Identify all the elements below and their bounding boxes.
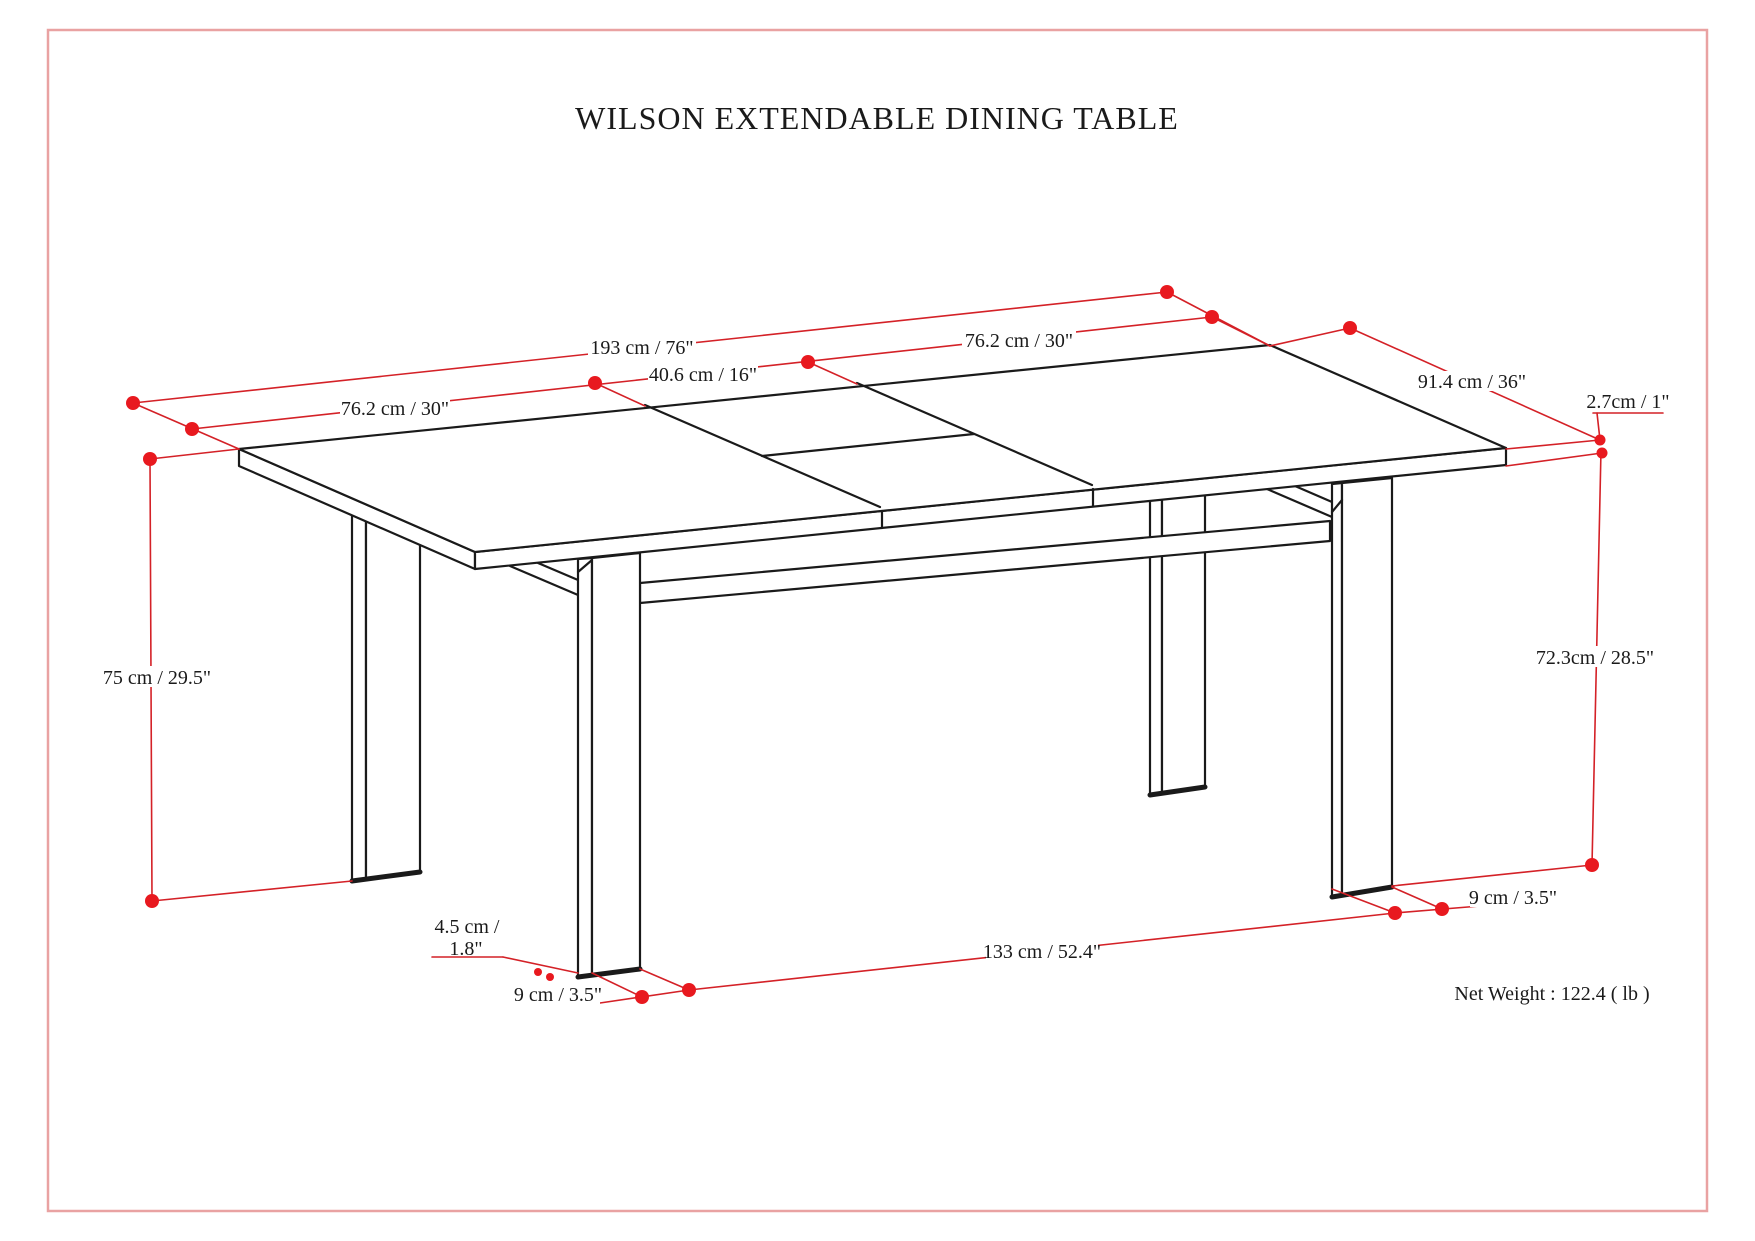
reference-dot: [1388, 906, 1402, 920]
apron-left-side: [510, 563, 578, 595]
reference-dot: [1205, 310, 1219, 324]
dim-label-foot-detail-line1: 4.5 cm /: [434, 916, 500, 938]
leader: [808, 362, 857, 384]
net-weight-label: Net Weight : 122.4 ( lb ): [1454, 983, 1650, 1005]
dim-label-height-underside: 72.3cm / 28.5": [1535, 647, 1655, 669]
dim-label-foot-detail-line2: 1.8": [449, 938, 483, 960]
leader: [1506, 453, 1602, 466]
reference-dot: [145, 894, 159, 908]
reference-dot: [1160, 285, 1174, 299]
reference-dot: [1343, 321, 1357, 335]
reference-dot: [185, 422, 199, 436]
dim-label-depth: 91.4 cm / 36": [1417, 371, 1527, 393]
dim-label-leg-span: 133 cm / 52.4": [982, 941, 1102, 963]
dim-label-length-total: 193 cm / 76": [590, 337, 694, 359]
leader: [1212, 317, 1270, 346]
reference-dot: [635, 990, 649, 1004]
apron-right-side: [1267, 486, 1332, 517]
dim-label-leg-right: 9 cm / 3.5": [1468, 887, 1558, 909]
leader: [1270, 328, 1350, 346]
dim-label-section-left: 76.2 cm / 30": [340, 398, 450, 420]
dim-label-height-total: 75 cm / 29.5": [102, 667, 212, 689]
dim-label-leg-left: 9 cm / 3.5": [513, 984, 603, 1006]
leader: [152, 881, 352, 901]
leader: [640, 969, 689, 990]
leg-front-left: [578, 553, 640, 978]
leg-front-right: [1332, 478, 1392, 898]
leader: [150, 449, 239, 459]
dim-label-leaf-width: 40.6 cm / 16": [648, 364, 758, 386]
reference-dot: [126, 396, 140, 410]
table-drawing: [239, 345, 1506, 978]
dim-label-section-right: 76.2 cm / 30": [964, 330, 1074, 352]
page-title: WILSON EXTENDABLE DINING TABLE: [575, 100, 1179, 136]
reference-dot: [1597, 448, 1608, 459]
reference-dot: [143, 452, 157, 466]
dim-label-thickness: 2.7cm / 1": [1586, 391, 1670, 413]
reference-dot-small: [546, 973, 554, 981]
page-border: [48, 30, 1707, 1211]
reference-dot-small: [534, 968, 542, 976]
reference-dot: [1585, 858, 1599, 872]
reference-dot: [682, 983, 696, 997]
leader: [1392, 887, 1442, 909]
leader: [595, 383, 645, 406]
leg-back-left: [352, 513, 420, 882]
leader: [1392, 865, 1592, 886]
reference-dot: [1595, 435, 1606, 446]
reference-dot: [1435, 902, 1449, 916]
reference-dot: [588, 376, 602, 390]
leader: [1506, 440, 1600, 449]
reference-dot: [801, 355, 815, 369]
